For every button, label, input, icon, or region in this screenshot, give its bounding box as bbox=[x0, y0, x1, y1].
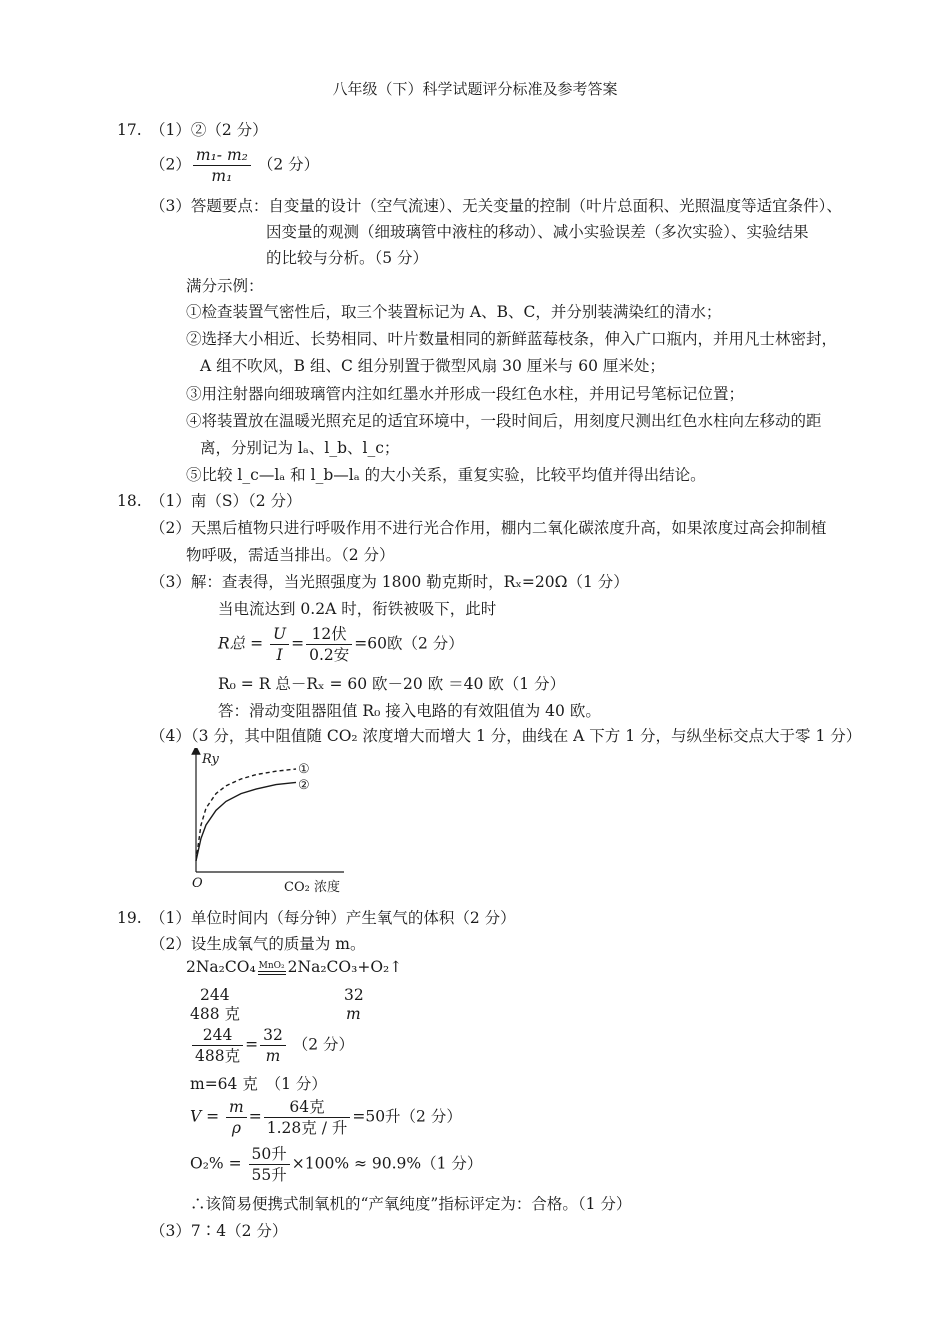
q17-part2-score: （2 分） bbox=[257, 155, 320, 174]
q18-fraction-values bbox=[306, 624, 352, 665]
q19-o-fraction-den: 55升 bbox=[251, 1166, 287, 1184]
q19-o-lhs: O₂% = bbox=[190, 1154, 242, 1173]
q19-v-fraction1-den: ρ bbox=[231, 1119, 241, 1137]
q17-part2 bbox=[150, 145, 319, 186]
q19-eq-catalyst bbox=[258, 962, 286, 975]
q17-part1: （1）②（2 分） bbox=[150, 121, 268, 139]
q19-volume-equation: V = $\frac{m}{\rho}$ = $\frac{\text{64克}}{\text{1.28克 / 升}}$ =50升（2 分） bbox=[190, 1098, 462, 1137]
q18-part3-line5: 答：滑动变阻器阻值 R₀ 接入电路的有效阻值为 40 欧。 bbox=[218, 702, 601, 720]
q19-v-fraction2 bbox=[264, 1097, 351, 1138]
q17-step2-line1: ②选择大小相近、长势相同、叶片数量相同的新鲜蓝莓枝条，伸入广口瓶内，并用凡士林密封， bbox=[186, 330, 838, 348]
q18-part2-line1: （2）天黑后植物只进行呼吸作用不进行光合作用，棚内二氧化碳浓度升高，如果浓度过高会抑制植 bbox=[150, 519, 827, 537]
q17-step4-line1: ④将装置放在温暖光照充足的适宜环境中，一段时间后，用刻度尺测出红色水柱向左移动的距 bbox=[186, 412, 822, 430]
q19-m-result: m=64 克 （1 分） bbox=[190, 1075, 327, 1093]
q17-fraction bbox=[193, 145, 251, 186]
q19-oxygen-percent-equation bbox=[190, 1144, 482, 1185]
q19-coef-32: 32 bbox=[344, 986, 364, 1004]
q19-ratio-right-num: 32 bbox=[260, 1025, 286, 1046]
q18-fraction-ui-num: U bbox=[270, 624, 289, 645]
q19-v-rhs: =50升（2 分） bbox=[352, 1107, 462, 1126]
q19-coef-244: 244 bbox=[200, 986, 230, 1004]
q17-step1: ①检查装置气密性后，取三个装置标记为 A、B、C，并分别装满染红的清水； bbox=[186, 303, 722, 321]
q19-v-fraction2-den: 1.28克 / 升 bbox=[266, 1119, 348, 1137]
q19-eq-right: 2Na₂CO₃+O₂↑ bbox=[287, 958, 403, 976]
chart-x-label: CO₂ 浓度 bbox=[284, 880, 340, 895]
q19-number: 19. bbox=[117, 909, 142, 927]
q17-step3: ③用注射器向细玻璃管内注如红墨水并形成一段红色水柱，并用记号笔标记位置； bbox=[186, 385, 745, 403]
q19-part2: （2）设生成氧气的质量为 m。 bbox=[150, 935, 366, 953]
q17-step5: ⑤比较 l_c—lₐ 和 l_b—lₐ 的大小关系，重复实验，比较平均值并得出结论。 bbox=[186, 466, 706, 484]
q19-ratio-score: （2 分） bbox=[292, 1035, 355, 1054]
q19-eq-left: 2Na₂CO₄ bbox=[186, 958, 256, 976]
q19-v-fraction2-num: 64克 bbox=[264, 1097, 351, 1118]
q17-part3-line1: （3）答题要点：自变量的设计（空气流速）、无关变量的控制（叶片总面积、光照温度等适宜条件）、 bbox=[150, 197, 842, 215]
q19-o-rhs: ×100% ≈ 90.9%（1 分） bbox=[291, 1154, 483, 1173]
q19-eq-catalyst-label: MnO₂ bbox=[258, 960, 285, 971]
q18-resistance-equation: R总 = $\frac{U}{I}$ = $\frac{\text{12伏}}{\text{0.2安}}$ =60欧（2 分） bbox=[218, 625, 464, 664]
q17-number: 17. bbox=[117, 121, 142, 139]
q17-fraction-numerator: m₁- m₂ bbox=[193, 145, 251, 166]
q17-fraction-denominator: m₁ bbox=[211, 167, 233, 185]
q19-ratio-left-den: 488克 bbox=[195, 1047, 241, 1065]
q19-ratio-left bbox=[192, 1025, 243, 1066]
q18-fraction-ui bbox=[270, 624, 289, 665]
q18-part3-line4: R₀ = R 总－Rₓ = 60 欧－20 欧 ＝40 欧（1 分） bbox=[218, 675, 566, 693]
q18-chart bbox=[176, 748, 356, 898]
chart-series-2-line bbox=[196, 782, 296, 860]
q18-part1: （1）南（S）（2 分） bbox=[150, 492, 302, 510]
q19-mass-m: m bbox=[346, 1005, 361, 1023]
q19-v-fraction1 bbox=[226, 1097, 247, 1138]
q19-conclusion: ∴该简易便携式制氧机的“产氧纯度”指标评定为：合格。（1 分） bbox=[190, 1195, 632, 1213]
q19-ratio-right bbox=[260, 1025, 286, 1066]
q19-v-lhs: V = bbox=[190, 1107, 220, 1126]
q17-example-title: 满分示例： bbox=[186, 277, 264, 295]
chart-series-1-line bbox=[196, 769, 296, 861]
q17-part2-label: （2） bbox=[150, 155, 191, 174]
q19-eq-double-bar bbox=[258, 971, 286, 975]
q18-fraction-ui-den: I bbox=[276, 646, 283, 664]
q18-part3-line1: （3）解：查表得，当光照强度为 1800 勒克斯时，Rₓ=20Ω（1 分） bbox=[150, 573, 629, 591]
q17-part3-line3: 的比较与分析。（5 分） bbox=[266, 249, 429, 267]
page-header: 八年级（下）科学试题评分标准及参考答案 bbox=[332, 80, 618, 98]
chart-legend-series-1: ① bbox=[298, 762, 310, 777]
chart-y-label: Ry bbox=[202, 752, 219, 767]
q18-part3-line2: 当电流达到 0.2A 时，衔铁被吸下，此时 bbox=[218, 600, 497, 618]
q19-chemical-equation bbox=[186, 957, 402, 977]
q17-part3-line2: 因变量的观测（细玻璃管中液柱的移动）、减小实验误差（多次实验）、实验结果 bbox=[266, 223, 809, 241]
q18-fraction-values-num: 12伏 bbox=[306, 624, 352, 645]
q18-number: 18. bbox=[117, 492, 142, 510]
chart-legend-series-2: ② bbox=[298, 778, 310, 793]
q19-o-fraction bbox=[249, 1144, 290, 1185]
q19-mass-488: 488 克 bbox=[190, 1005, 241, 1023]
q19-part1: （1）单位时间内（每分钟）产生氧气的体积（2 分） bbox=[150, 909, 516, 927]
q18-fraction-values-den: 0.2安 bbox=[309, 646, 350, 664]
q18-r-total-rhs: =60欧（2 分） bbox=[354, 634, 464, 653]
q18-r-total-lhs: R总 = bbox=[218, 634, 264, 653]
q18-part2-line2: 物呼吸，需适当排出。（2 分） bbox=[186, 546, 395, 564]
q18-part4: （4）（3 分，其中阻值随 CO₂ 浓度增大而增大 1 分，曲线在 A 下方 1 分，与纵坐标交点大于零 1 分） bbox=[150, 727, 862, 745]
q19-part3: （3）7∶4（2 分） bbox=[150, 1222, 288, 1240]
chart-origin-label: O bbox=[192, 876, 203, 891]
q19-v-fraction1-num: m bbox=[226, 1097, 247, 1118]
q19-ratio-right-den: m bbox=[265, 1047, 281, 1065]
q19-o-fraction-num: 50升 bbox=[249, 1144, 290, 1165]
q19-ratio-left-num: 244 bbox=[192, 1025, 243, 1046]
q17-step2-line2: A 组不吹风，B 组、C 组分别置于微型风扇 30 厘米与 60 厘米处； bbox=[200, 357, 665, 375]
q17-step4-line2: 离，分别记为 lₐ、l_b、l_c； bbox=[200, 439, 400, 457]
q19-ratio-equation: $\frac{244}{\text{488克}}$ = $\frac{32}{m}$ （2 分） bbox=[190, 1025, 354, 1066]
